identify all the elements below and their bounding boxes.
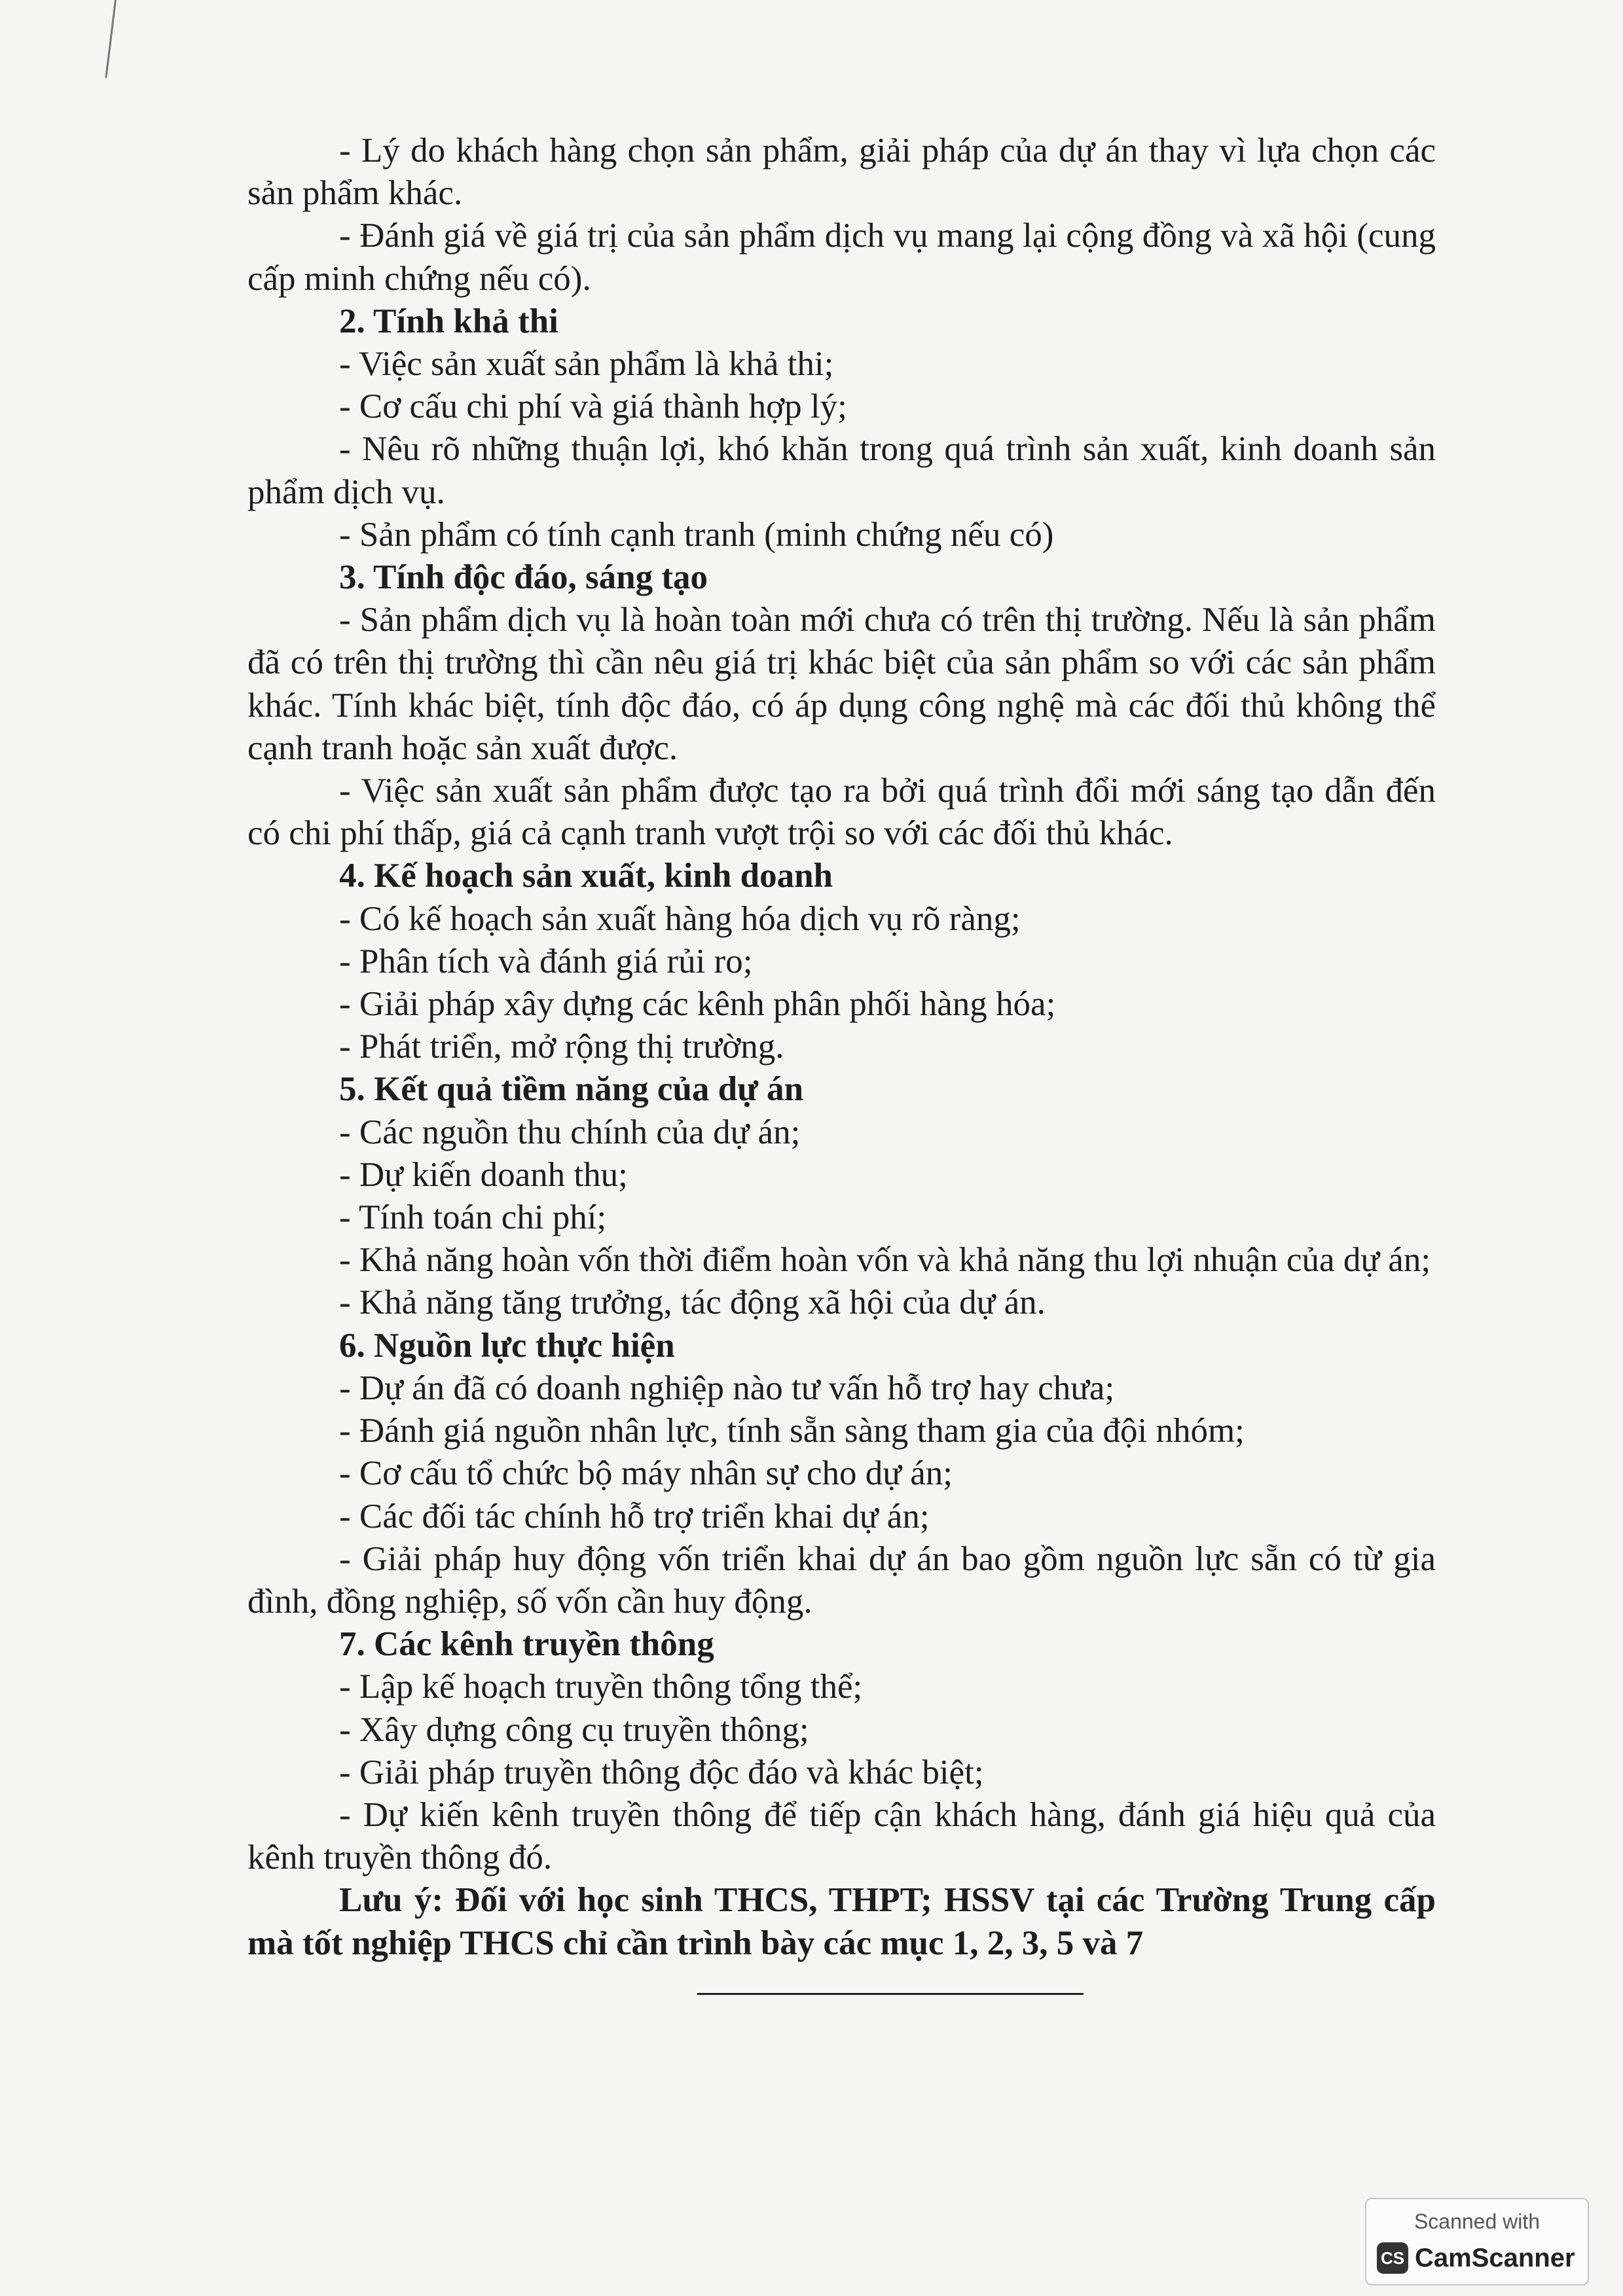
list-item: - Có kế hoạch sản xuất hàng hóa dịch vụ rõ ràng; [339, 899, 1021, 938]
section-heading-potential-results: 5. Kết quả tiềm năng của dự án [339, 1070, 804, 1109]
list-item: - Cơ cấu tổ chức bộ máy nhân sự cho dự án; [339, 1454, 953, 1493]
list-item: - Việc sản xuất sản phẩm là khả thi; [339, 345, 834, 384]
section-heading-feasibility: 2. Tính khả thi [339, 302, 558, 340]
list-item: - Sản phẩm dịch vụ là hoàn toàn mới chưa có trên thị trường. Nếu là sản phẩm đã có trên thị trường thì cần nêu giá trị khác biệt của sản phẩm so với các sản phẩm khác. Tính khác biệt, tính độc đáo, có áp dụng công nghệ mà các đối thủ không thể cạnh tranh hoặc sản xuất được. [247, 601, 1436, 767]
paragraph-reason: - Lý do khách hàng chọn sản phẩm, giải pháp của dự án thay vì lựa chọn các sản phẩm khác. [247, 132, 1436, 213]
list-item: - Nêu rõ những thuận lợi, khó khăn trong quá trình sản xuất, kinh doanh sản phẩm dịch vụ. [247, 430, 1436, 511]
list-item: - Các nguồn thu chính của dự án; [339, 1113, 801, 1151]
list-item: - Phát triển, mở rộng thị trường. [339, 1028, 784, 1066]
list-item: - Giải pháp xây dựng các kênh phân phối hàng hóa; [339, 985, 1056, 1024]
list-item: - Dự kiến kênh truyền thông để tiếp cận khách hàng, đánh giá hiệu quả của kênh truyền thông đó. [247, 1795, 1436, 1877]
scan-edge-mark [105, 0, 117, 78]
list-item: - Cơ cấu chi phí và giá thành hợp lý; [339, 387, 847, 426]
watermark-brand-name: CamScanner [1415, 2243, 1575, 2272]
section-heading-communication: 7. Các kênh truyền thông [339, 1625, 714, 1664]
camscanner-watermark [1365, 2198, 1589, 2286]
watermark-caption: Scanned with [1413, 2210, 1541, 2233]
list-item: - Dự kiến doanh thu; [339, 1155, 628, 1194]
list-item: - Khả năng tăng trưởng, tác động xã hội của dự án. [339, 1283, 1046, 1322]
section-heading-business-plan: 4. Kế hoạch sản xuất, kinh doanh [339, 857, 833, 895]
end-divider [697, 1993, 1084, 1995]
list-item: - Các đối tác chính hỗ trợ triển khai dự án; [339, 1497, 930, 1535]
list-item: - Giải pháp huy động vốn triển khai dự án bao gồm nguồn lực sẵn có từ gia đình, đồng nghiệp, số vốn cần huy động. [247, 1539, 1436, 1621]
watermark-brand [1377, 2241, 1575, 2275]
document-body [247, 130, 1436, 1965]
list-item: - Sản phẩm có tính cạnh tranh (minh chứng nếu có) [339, 515, 1054, 554]
list-item: - Đánh giá nguồn nhân lực, tính sẵn sàng tham gia của đội nhóm; [339, 1412, 1245, 1450]
camscanner-logo-icon: CS [1377, 2242, 1408, 2274]
section-heading-resources: 6. Nguồn lực thực hiện [339, 1326, 675, 1365]
paragraph-value: - Đánh giá về giá trị của sản phẩm dịch vụ mang lại cộng đồng và xã hội (cung cấp minh chứng nếu có). [247, 217, 1436, 298]
list-item: - Lập kế hoạch truyền thông tổng thể; [339, 1668, 863, 1706]
list-item: - Dự án đã có doanh nghiệp nào tư vấn hỗ trợ hay chưa; [339, 1369, 1115, 1407]
section-heading-creativity: 3. Tính độc đáo, sáng tạo [339, 558, 708, 597]
list-item: - Phân tích và đánh giá rủi ro; [339, 942, 753, 980]
note-paragraph: Lưu ý: Đối với học sinh THCS, THPT; HSSV tại các Trường Trung cấp mà tốt nghiệp THCS chỉ cần trình bày các mục 1, 2, 3, 5 và 7 [247, 1881, 1436, 1962]
list-item: - Việc sản xuất sản phẩm được tạo ra bởi quá trình đổi mới sáng tạo dẫn đến có chi phí thấp, giá cả cạnh tranh vượt trội so với các đối thủ khác. [247, 772, 1436, 853]
list-item: - Tính toán chi phí; [339, 1198, 607, 1237]
list-item: - Khả năng hoàn vốn thời điểm hoàn vốn và khả năng thu lợi nhuận của dự án; [339, 1241, 1431, 1280]
list-item: - Giải pháp truyền thông độc đáo và khác biệt; [339, 1753, 984, 1791]
list-item: - Xây dựng công cụ truyền thông; [339, 1710, 809, 1749]
